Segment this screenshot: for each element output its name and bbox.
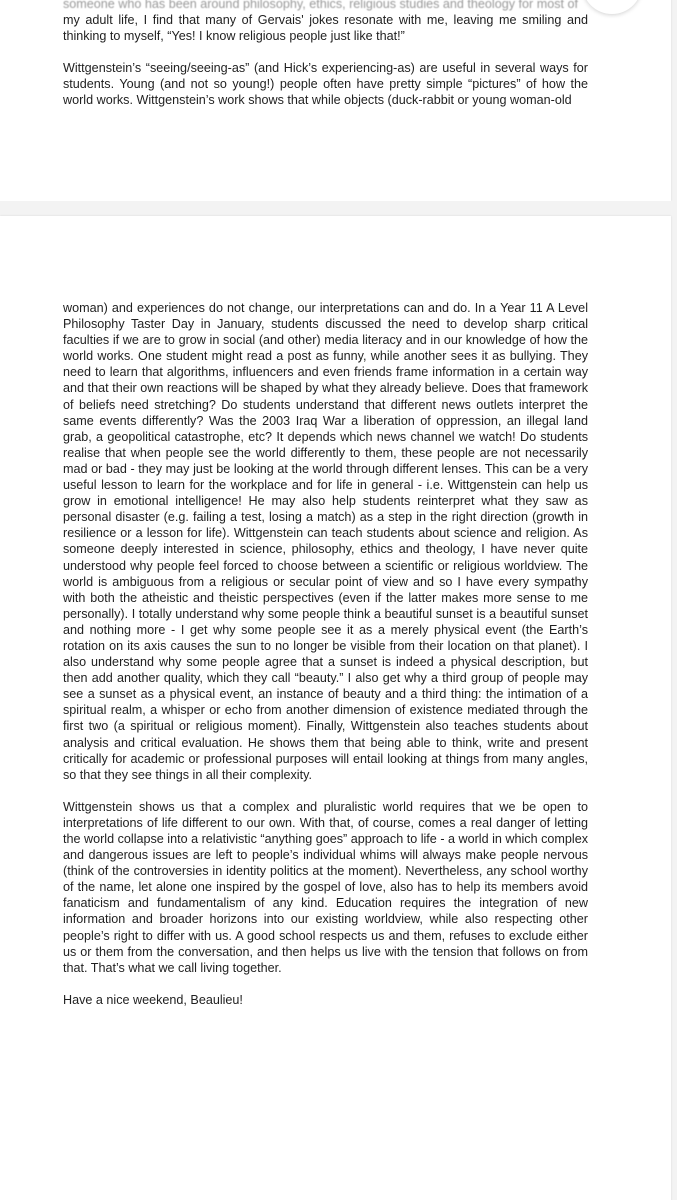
page-gap (0, 201, 677, 216)
paragraph-wittgenstein-seeing-as: Wittgenstein’s “seeing/seeing-as” (and Hick’s experiencing-as) are useful in several ways for students. Young (and not so young!) people often have pretty simple “pictures” of how the world works. Wittgenstein’s work shows that while objects (duck-rabbit or young woman-old (63, 61, 588, 108)
paragraph-pluralistic-world: Wittgenstein shows us that a complex and pluralistic world requires that we be open to interpretations of life different to our own. With that, of course, comes a real danger of letting the world collapse into a relativistic “anything goes” approach to life - a world in which complex and dangerous issues are left to people’s individual whims will always make people nervous (think of the controversies in identity politics at the moment). Nevertheless, any school worthy of the name, let alone one inspired by the gospel of love, also has to help its members avoid fanaticism and fundamentalism of any kind. Education requires the integration of new information and broader horizons into our existing worldview, while also respecting other people’s right to differ with us. A good school respects us and them, refuses to exclude either us or them from the conversation, and then helps us live with the tension that follows on from that. That’s what we call living together. (63, 799, 588, 975)
faded-top-line: someone who has been around philosophy, ethics, religious studies and theology for most of (63, 0, 579, 11)
page-1-text (63, 0, 588, 125)
paragraph-gervais: my adult life, I find that many of Gervais' jokes resonate with me, leaving me smiling and thinking to myself, “Yes! I know religious people just like that!” (63, 13, 588, 44)
document-page-2 (0, 216, 671, 1200)
page-2-text (63, 300, 588, 1024)
document-page-1 (0, 0, 671, 201)
paragraph-interpretations: woman) and experiences do not change, our interpretations can and do. In a Year 11 A Level Philosophy Taster Day in January, students discussed the need to develop sharp critical faculties if we are to grow in social (and other) media literacy and in our knowledge of how the world works. One student might read a post as funny, while another sees it as bullying. They need to learn that algorithms, influencers and even friends frame information in a certain way and that their own reactions will be shaped by what they already believe. Does that framework of beliefs need stretching? Do students understand that different news outlets interpret the same events differently? Was the 2003 Iraq War a liberation of oppression, an illegal land grab, a geopolitical catastrophe, etc? It depends which news channel we watch! Do students realise that when people see the world differently to them, these people are not necessarily mad or bad - they may just be looking at the world through different lenses. This can be a very useful lesson to learn for the workplace and for life in general - i.e. Wittgenstein can help us grow in emotional intelligence! He may also help students reinterpret what they saw as personal disaster (e.g. failing a test, losing a match) as a step in the right direction (growth in resilience or a lesson for life). Wittgenstein can teach students about science and religion. As someone deeply interested in science, philosophy, ethics and theology, I have never quite understood why people feel forced to choose between a scientific or religious worldview. The world is ambiguous from a religious or secular point of view and so I have every sympathy with both the atheistic and theistic perspectives (even if the latter makes more sense to me personally). I totally understand why some people think a beautiful sunset is a beautiful sunset and nothing more - I get why some people see it as a merely physical event (the Earth’s rotation on its axis causes the sun to no longer be visible from their location on that planet). I also understand why some people agree that a sunset is indeed a physical description, but then add another quality, which they call “beauty.” I also get why a third group of people may see a sunset as a physical event, an instance of beauty and a third thing: the intimation of a spiritual realm, a whisper or echo from another dimension of existence mediated through the first two (a spiritual or religious moment). Finally, Wittgenstein also teaches students about analysis and critical evaluation. He shows them that being able to think, write and present critically for academic or professional purposes will entail looking at things from many angles, so that they see things in all their complexity. (63, 301, 588, 782)
sign-off: Have a nice weekend, Beaulieu! (63, 992, 243, 1007)
